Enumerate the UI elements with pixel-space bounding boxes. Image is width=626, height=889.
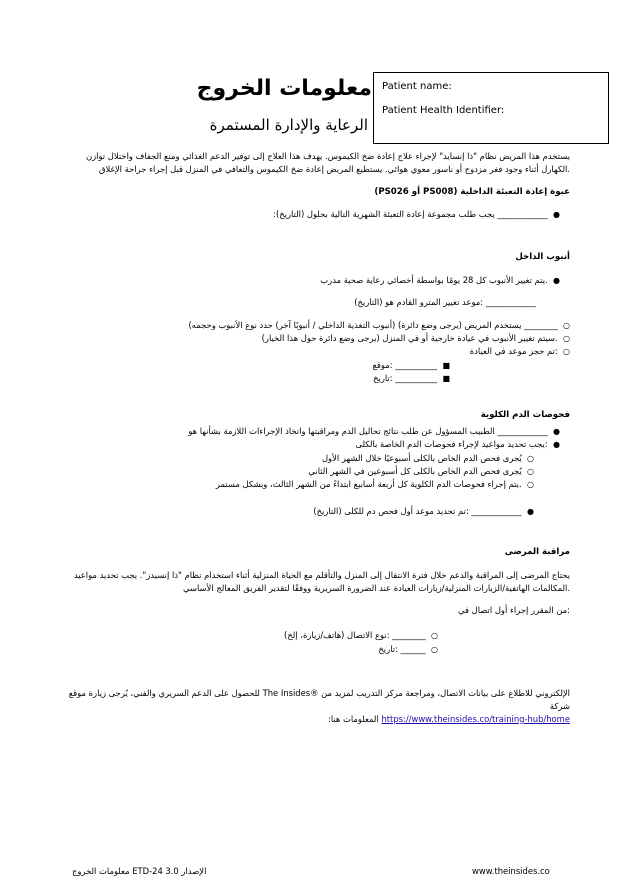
resources-info-label: المعلومات هنا: — [328, 714, 379, 724]
intro-paragraph — [50, 150, 570, 176]
circle-bullet-icon: ○ — [431, 631, 438, 640]
tube-item-1 — [320, 275, 560, 286]
first-test-date-text: ____________ :تم تحديد موعد أول فحص دم للكلى (التاريخ) — [313, 506, 522, 516]
contact-date-text: ______ :تاريخ — [378, 644, 426, 654]
circle-bullet-icon: ○ — [563, 334, 570, 343]
circle-bullet-icon: ○ — [527, 454, 534, 463]
resources-line-1: الإلكتروني للاطلاع على بيانات الاتصال، ومراجعة مركز التدريب لمزيد من ®The Insides للحصول على الدعم السريري والفني، يُرجى زيارة موقع شركة — [68, 688, 570, 711]
patient-id-label: Patient Health Identifier: — [382, 105, 505, 116]
training-hub-link[interactable]: https://www.theinsides.co/training-hub/home — [381, 714, 570, 724]
monitoring-paragraph — [50, 569, 570, 595]
intro-line-1: يستخدم هذا المريض نظام "ذا إنسايد" لإجراء علاج إعادة ضخ الكيموس. يهدف هذا العلاج إلى توفير الدعم الغذائي ومنع الجفاف واختلال توازن — [85, 151, 570, 161]
clinic-date-text: __________ :تاريخ — [373, 373, 438, 383]
tube-sub-1 — [189, 320, 570, 331]
resources-paragraph — [50, 687, 570, 726]
first-contact-text: :من المقرر إجراء أول اتصال في — [457, 605, 570, 615]
schedule-tests-text: :يجب تحديد مواعيد لإجراء فحوصات الدم الخاصة بالكلى — [355, 439, 548, 449]
monthly-test-text: .يتم إجراء فحوصات الدم الكلوية كل أربعة أسابيع ابتداءً من الشهر الثالث، وبشكل مستمر — [215, 479, 522, 489]
refill-item — [273, 209, 560, 220]
resources-line-2 — [50, 713, 570, 726]
monitoring-sub-2 — [378, 644, 438, 655]
square-bullet-icon: ■ — [442, 374, 450, 383]
weekly-test-text: يُجرى فحص الدم الخاص بالكلى أسبوعيًا خلال الشهر الأول — [321, 453, 522, 463]
page-title: معلومات الخروج — [196, 76, 372, 101]
square-bullet-icon: ■ — [442, 361, 450, 370]
tube-sub-3 — [470, 346, 570, 357]
monitoring-heading: مراقبة المرضى — [504, 547, 570, 557]
blood-sub-2 — [308, 466, 534, 477]
footer-website: www.theinsides.co — [472, 866, 550, 876]
tube-heading: أنبوب الداخل — [515, 252, 570, 262]
tube-location-text: .سيتم تغيير الأنبوب في عيادة خارجية أو في المنزل (يرجى وضع دائرة حول هذا الخيار) — [261, 333, 558, 343]
clinic-appointment-text: :تم حجز موعد في العيادة — [469, 346, 558, 356]
patient-info-box — [373, 72, 609, 144]
bullet-icon: ● — [527, 507, 534, 516]
refill-heading: (PS026 أو PS008) عبوة إعادة التعبئة الداخلية — [374, 187, 570, 197]
patient-name-label: Patient name: — [382, 81, 452, 92]
tube-sub-3b — [373, 373, 450, 384]
page-subtitle: الرعاية والإدارة المستمرة — [209, 116, 368, 134]
tube-change-interval: .يتم تغيير الأنبوب كل 28 يومًا بواسطة أخصائي رعاية صحية مدرب — [320, 275, 548, 285]
intro-line-2: .الكهارل أثناء وجود فغر مزدوج أو ناسور معوي هوائي. يستطيع المريض إعادة ضخ الكيموس والتعافي في المنزل قبل إجراء جراحة الإغلاق — [99, 164, 570, 174]
blood-item-2 — [356, 439, 560, 450]
monitoring-line-2: .المكالمات الهاتفية/الزيارات المنزلية/زيارات العيادة عند الضرورة السريرية ووفقًا لتقدير الفريق المعالج الأساسي — [182, 583, 570, 593]
bullet-icon: ● — [553, 440, 560, 449]
refill-order-date: ____________ يجب طلب مجموعة إعادة التعبئة الشهرية التالية بحلول (التاريخ): — [273, 209, 548, 219]
blood-sub-1 — [322, 453, 534, 464]
circle-bullet-icon: ○ — [527, 467, 534, 476]
blood-heading: فحوصات الدم الكلوية — [480, 410, 570, 420]
bullet-icon: ● — [553, 210, 560, 219]
blood-item-1 — [188, 426, 560, 437]
clinic-location-text: __________ :موقع — [372, 360, 438, 370]
biweekly-test-text: يُجرى فحص الدم الخاص بالكلى كل أسبوعين في الشهر الثاني — [308, 466, 522, 476]
tube-sub-2 — [262, 333, 570, 344]
footer-version: الإصدار ETD-24 3.0 معلومات الخروج — [72, 866, 207, 876]
blood-item-3 — [313, 506, 534, 517]
tube-type-text: ________ يستخدم المريض (يرجى وضع دائرة) (أنبوب التغذية الداخلي / أنبوبًا آخر) حدد نوع الأنبوب وحجمه) — [188, 320, 558, 330]
contact-type-text: ________ :نوع الاتصال (هاتف/زيارة، إلخ) — [284, 630, 426, 640]
tube-sub-3a — [372, 360, 450, 371]
blood-sub-3 — [216, 479, 534, 490]
circle-bullet-icon: ○ — [527, 480, 534, 489]
circle-bullet-icon: ○ — [431, 645, 438, 654]
tube-item-2: ____________ :موعد تغيير المترو القادم هو (التاريخ) — [354, 297, 536, 307]
circle-bullet-icon: ○ — [563, 347, 570, 356]
bullet-icon: ● — [553, 276, 560, 285]
monitoring-line-1: يحتاج المرضى إلى المراقبة والدعم خلال فترة الانتقال إلى المنزل والتأقلم مع الحياة المنزلية أثناء استخدام نظام "ذا إنسيدز". يجب تحديد مواعيد — [73, 570, 570, 580]
responsible-doctor-text: ____________ الطبيب المسؤول عن طلب نتائج تحاليل الدم ومراقبتها واتخاذ الإجراءات اللازمة بشأنها هو — [188, 426, 548, 436]
circle-bullet-icon: ○ — [563, 321, 570, 330]
bullet-icon: ● — [553, 427, 560, 436]
monitoring-sub-1 — [284, 630, 438, 641]
